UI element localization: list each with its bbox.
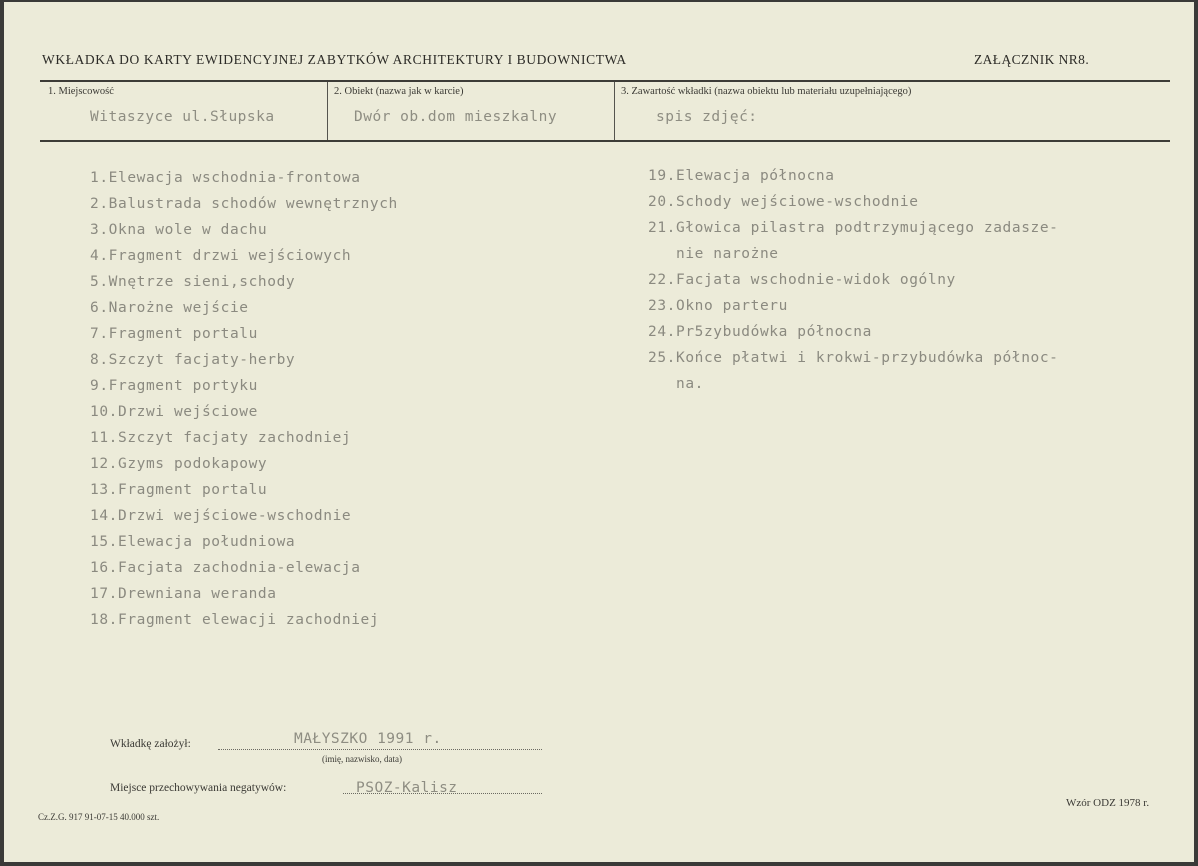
list-item: 9.Fragment portyku bbox=[90, 378, 258, 394]
list-item: 25.Końce płatwi i krokwi-przybudówka północ- bbox=[648, 350, 1059, 366]
created-by-value: MAŁYSZKO 1991 r. bbox=[294, 731, 442, 747]
list-item: 8.Szczyt facjaty-herby bbox=[90, 352, 296, 368]
object-label: 2. Obiekt (nazwa jak w karcie) bbox=[334, 86, 464, 97]
contents-value: spis zdjęć: bbox=[656, 109, 758, 125]
list-item: 10.Drzwi wejściowe bbox=[90, 404, 258, 420]
negatives-storage-value: PSOZ-Kalisz bbox=[356, 780, 458, 796]
list-item: 11.Szczyt facjaty zachodniej bbox=[90, 430, 352, 446]
list-item: 3.Okna wole w dachu bbox=[90, 222, 268, 238]
field-divider-2 bbox=[614, 82, 615, 140]
list-item: 15.Elewacja południowa bbox=[90, 534, 296, 550]
print-info: Cz.Z.G. 917 91-07-15 40.000 szt. bbox=[38, 812, 160, 822]
object-value: Dwór ob.dom mieszkalny bbox=[354, 109, 558, 125]
list-item: 12.Gzyms podokapowy bbox=[90, 456, 268, 472]
list-item: 2.Balustrada schodów wewnętrznych bbox=[90, 196, 398, 212]
created-by-hint: (imię, nazwisko, data) bbox=[322, 754, 402, 764]
list-item: na. bbox=[648, 376, 704, 392]
list-item: 19.Elewacja północna bbox=[648, 168, 835, 184]
list-item: nie narożne bbox=[648, 246, 779, 262]
inventory-card-insert bbox=[4, 2, 1194, 862]
list-item: 6.Narożne wejście bbox=[90, 300, 249, 316]
photo-list-right bbox=[648, 163, 1059, 397]
locality-label: 1. Miejscowość bbox=[48, 86, 114, 97]
form-model: Wzór ODZ 1978 r. bbox=[1066, 797, 1150, 809]
negatives-storage-label: Miejsce przechowywania negatywów: bbox=[110, 782, 287, 794]
list-item: 23.Okno parteru bbox=[648, 298, 788, 314]
list-item: 7.Fragment portalu bbox=[90, 326, 258, 342]
list-item: 14.Drzwi wejściowe-wschodnie bbox=[90, 508, 352, 524]
list-item: 17.Drewniana weranda bbox=[90, 586, 277, 602]
list-item: 13.Fragment portalu bbox=[90, 482, 268, 498]
list-item: 22.Facjata wschodnie-widok ogólny bbox=[648, 272, 956, 288]
list-item: 21.Głowica pilastra podtrzymującego zadasze- bbox=[648, 220, 1059, 236]
header-bottom-rule bbox=[40, 140, 1170, 142]
created-by-label: Wkładkę założył: bbox=[110, 738, 191, 750]
list-item: 5.Wnętrze sieni,schody bbox=[90, 274, 296, 290]
list-item: 16.Facjata zachodnia-elewacja bbox=[90, 560, 361, 576]
list-item: 4.Fragment drzwi wejściowych bbox=[90, 248, 352, 264]
field-divider-1 bbox=[327, 82, 328, 140]
list-item: 20.Schody wejściowe-wschodnie bbox=[648, 194, 919, 210]
list-item: 24.Pr5zybudówka północna bbox=[648, 324, 872, 340]
document-title: WKŁADKA DO KARTY EWIDENCYJNEJ ZABYTKÓW ARCHITEKTURY I BUDOWNICTWA bbox=[42, 52, 627, 67]
locality-value: Witaszyce ul.Słupska bbox=[90, 109, 275, 125]
header-top-rule bbox=[40, 80, 1170, 82]
contents-label: 3. Zawartość wkładki (nazwa obiektu lub materiału uzupełniającego) bbox=[621, 86, 912, 97]
list-item: 1.Elewacja wschodnia-frontowa bbox=[90, 170, 361, 186]
annex-number: ZAŁĄCZNIK NR8. bbox=[974, 52, 1090, 67]
photo-list-left bbox=[90, 165, 398, 633]
created-by-line bbox=[218, 749, 542, 750]
list-item: 18.Fragment elewacji zachodniej bbox=[90, 612, 380, 628]
